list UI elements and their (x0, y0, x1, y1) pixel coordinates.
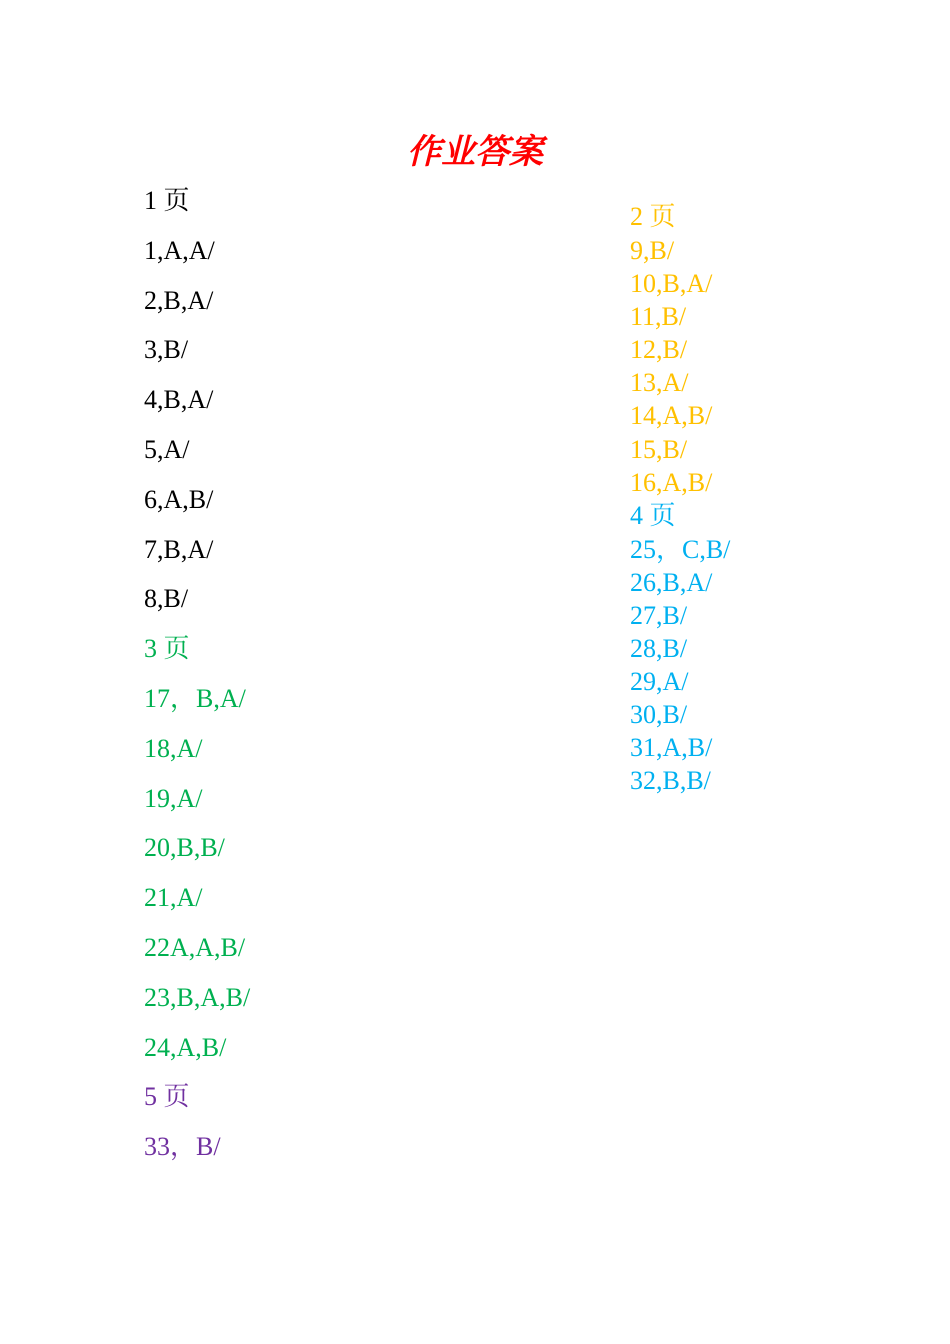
answer-line: 30,B/ (630, 700, 688, 730)
answer-line: 7,B,A/ (144, 534, 214, 564)
answer-line: 18,A/ (144, 733, 203, 763)
answer-line: 27,B/ (630, 600, 688, 630)
answer-line: 25，C,B/ (630, 534, 731, 564)
answer-line: 26,B,A/ (630, 567, 713, 597)
answer-line: 12,B/ (630, 335, 688, 365)
answer-line: 22A,A,B/ (144, 932, 246, 962)
section-heading-page-3: 3 页 (144, 634, 190, 664)
answer-line: 21,A/ (144, 883, 203, 913)
answer-line: 15,B/ (630, 434, 688, 464)
answer-line: 3,B/ (144, 335, 189, 365)
left-answer-column (144, 176, 564, 1172)
answer-line: 9,B/ (630, 236, 675, 265)
page-title: 作业答案 (407, 132, 543, 172)
answer-line: 23,B,A,B/ (144, 982, 251, 1012)
section-heading-page-4: 4 页 (630, 500, 676, 530)
answer-line: 32,B,B/ (630, 766, 711, 796)
answer-line: 13,A/ (630, 368, 689, 398)
answer-line: 6,A,B/ (144, 484, 214, 514)
answer-line: 8,B/ (144, 584, 189, 614)
answer-line: 31,A,B/ (630, 733, 713, 763)
answer-line: 19,A/ (144, 783, 203, 813)
answer-line: 29,A/ (630, 667, 689, 697)
answer-line: 24,A,B/ (144, 1032, 227, 1062)
answer-line: 20,B,B/ (144, 833, 225, 863)
answer-line: 11,B/ (630, 302, 687, 332)
answer-line: 28,B/ (630, 634, 688, 664)
section-heading-page-1: 1 页 (144, 186, 190, 215)
answer-line: 17，B,A/ (144, 683, 246, 713)
section-heading-page-2: 2 页 (630, 202, 676, 231)
answer-line: 1,A,A/ (144, 235, 215, 265)
answer-line: 2,B,A/ (144, 285, 214, 315)
right-answer-column (630, 200, 930, 798)
answer-line: 14,A,B/ (630, 401, 713, 431)
answer-line: 16,A,B/ (630, 467, 713, 497)
section-heading-page-5: 5 页 (144, 1082, 190, 1112)
answer-line: 5,A/ (144, 434, 190, 464)
answer-line: 10,B,A/ (630, 269, 713, 299)
answer-line: 33，B/ (144, 1132, 221, 1162)
answer-line: 4,B,A/ (144, 385, 214, 415)
